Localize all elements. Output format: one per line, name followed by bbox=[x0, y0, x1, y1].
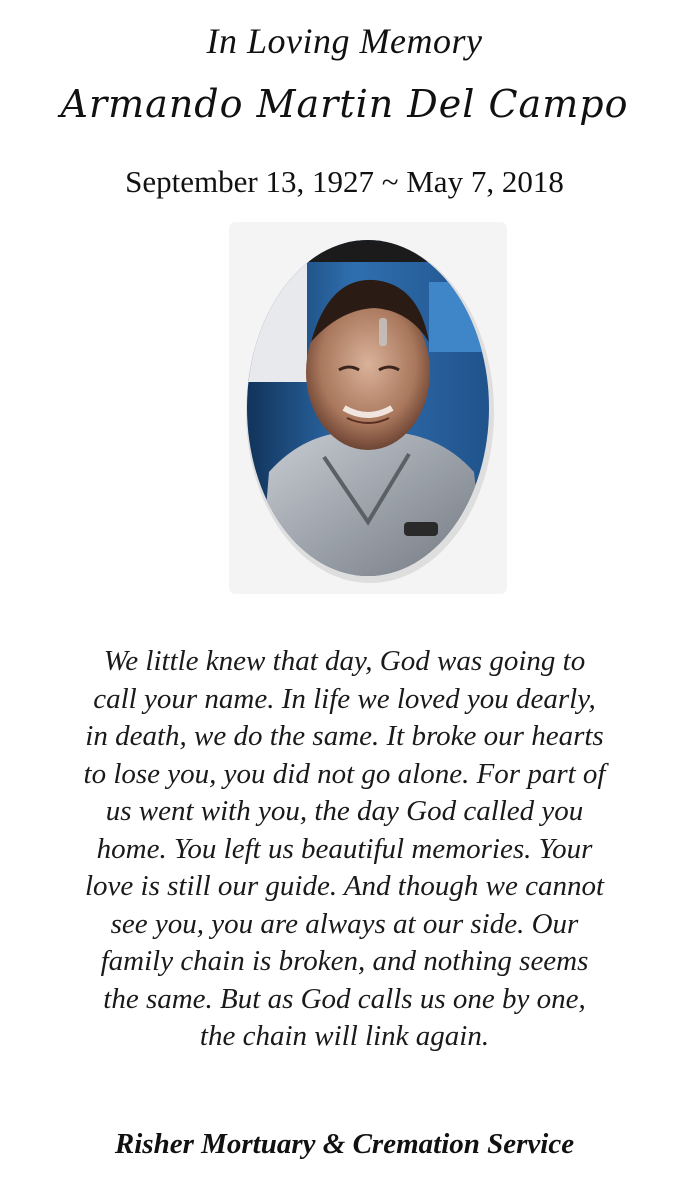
memorial-poem bbox=[30, 643, 659, 1056]
poem-line: the chain will link again. bbox=[199, 1020, 490, 1052]
life-dates: September 13, 1927 ~ May 7, 2018 bbox=[125, 164, 564, 199]
poem-line: We little knew that day, God was going to bbox=[103, 645, 586, 677]
poem-line: the same. But as God calls us one by one, bbox=[103, 982, 586, 1015]
poem-line: to lose you, you did not go alone. For part of bbox=[83, 757, 606, 790]
poem-line: call your name. In life we loved you dearly, bbox=[93, 682, 596, 715]
poem-line: home. You left us beautiful memories. Your bbox=[96, 832, 593, 865]
poem-line: in death, we do the same. It broke our hearts bbox=[85, 720, 604, 752]
mortuary-name: Risher Mortuary & Cremation Service bbox=[114, 1128, 575, 1160]
portrait-photo bbox=[229, 222, 507, 594]
portrait-photo-frame bbox=[229, 222, 507, 594]
deceased-name: Armando Martin Del Campo bbox=[60, 82, 629, 126]
memorial-heading: In Loving Memory bbox=[206, 21, 483, 61]
poem-line: us went with you, the day God called you bbox=[105, 795, 584, 827]
poem-line: family chain is broken, and nothing seems bbox=[100, 945, 589, 977]
poem-line: love is still our guide. And though we cannot bbox=[84, 870, 604, 902]
poem-line: see you, you are always at our side. Our bbox=[110, 907, 579, 940]
